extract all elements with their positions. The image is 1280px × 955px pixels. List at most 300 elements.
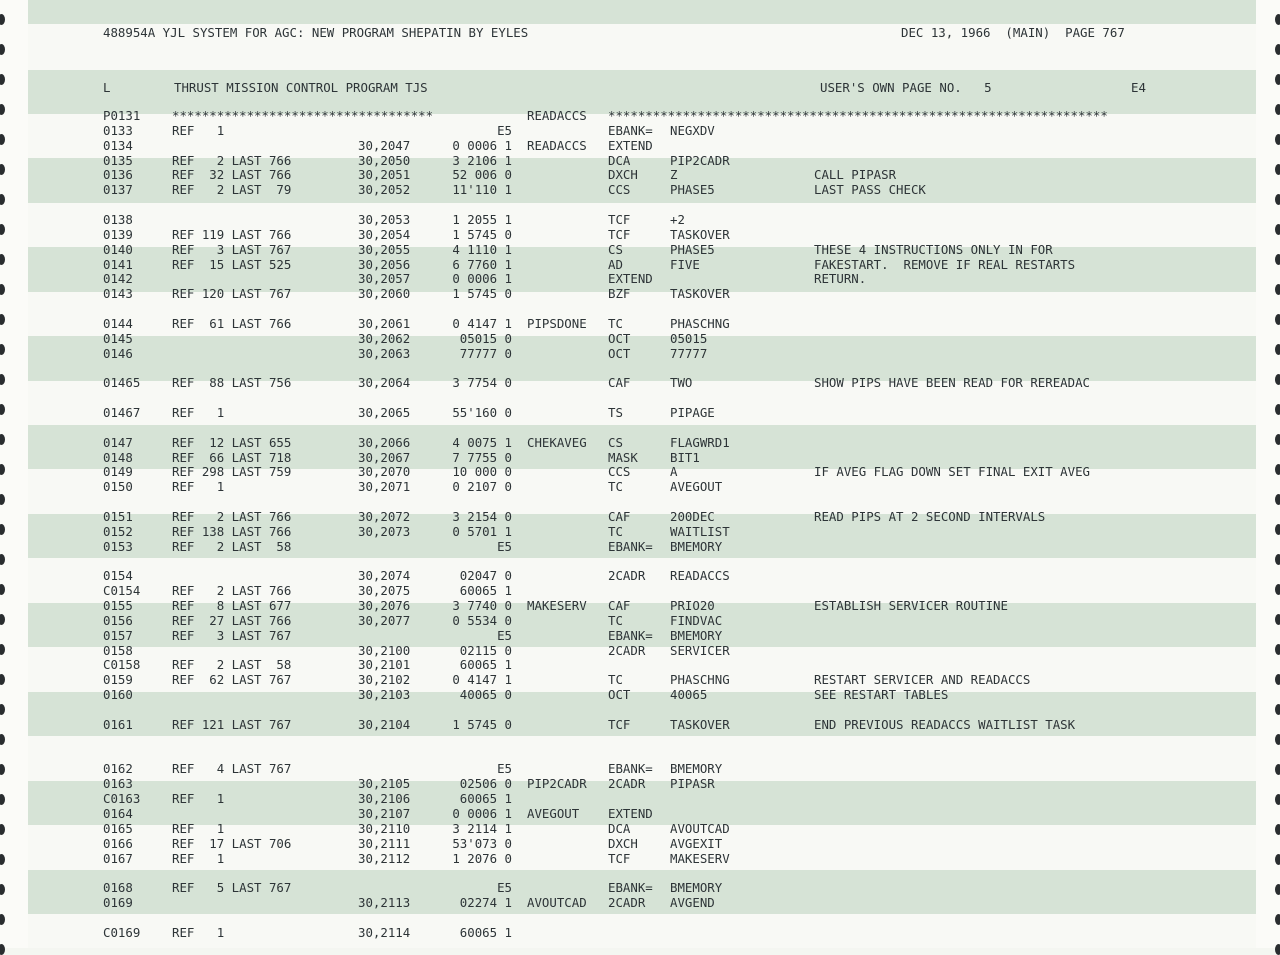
address: 30,2110	[358, 820, 411, 836]
octal-word: 0 2107 0	[452, 479, 512, 495]
opcode: OCT	[608, 345, 631, 361]
opcode: CAF	[608, 598, 631, 614]
octal-word: E5	[497, 122, 512, 138]
listing-line	[0, 479, 1280, 494]
opcode: 2CADR	[608, 776, 646, 792]
address: 30,2070	[358, 464, 411, 480]
address: 30,2053	[358, 211, 411, 227]
address: 30,2073	[358, 523, 411, 539]
reference: REF 2 LAST 766	[172, 508, 292, 524]
address: 30,2050	[358, 152, 411, 168]
listing-title: 488954A YJL SYSTEM FOR AGC: NEW PROGRAM SHEPATIN BY EYLES	[103, 25, 529, 40]
address: 30,2102	[358, 672, 411, 688]
opcode: CAF	[608, 508, 631, 524]
listing-line	[0, 687, 1280, 702]
address: 30,2113	[358, 895, 411, 911]
opcode: TC	[608, 479, 623, 495]
comment: THESE 4 INSTRUCTIONS ONLY IN FOR	[814, 241, 1053, 257]
listing-line	[0, 316, 1280, 331]
listing-line	[0, 806, 1280, 821]
octal-word: 60065 1	[459, 791, 512, 807]
reference: REF 1	[172, 479, 225, 495]
opcode: TS	[608, 405, 623, 420]
listing-line	[0, 643, 1280, 658]
comment: ESTABLISH SERVICER ROUTINE	[814, 598, 1008, 614]
listing-line	[0, 167, 1280, 182]
reference: REF 62 LAST 767	[172, 672, 292, 688]
reference: REF 1	[172, 850, 225, 866]
line-number: 0166	[103, 835, 133, 851]
listing-line	[0, 583, 1280, 598]
listing-line	[0, 524, 1280, 539]
listing-line	[0, 761, 1280, 776]
reference: REF 32 LAST 766	[172, 167, 292, 183]
opcode: EBANK=	[608, 122, 653, 138]
listing-line	[0, 271, 1280, 286]
reference: REF 2 LAST 766	[172, 583, 292, 599]
octal-word: 02115 0	[459, 642, 512, 658]
tractor-hole	[1275, 74, 1280, 85]
line-number: 0148	[103, 449, 133, 465]
address: 30,2100	[358, 642, 411, 658]
listing-line	[0, 138, 1280, 153]
listing-line	[0, 628, 1280, 643]
separator-stars: *******************************************************************	[608, 108, 1108, 123]
address: 30,2101	[358, 657, 411, 673]
operand: A	[670, 464, 678, 480]
address: 30,2103	[358, 687, 411, 703]
octal-word: 0 4147 1	[452, 672, 512, 688]
reference: REF 2 LAST 58	[172, 538, 292, 554]
operand: AVOUTCAD	[670, 820, 730, 836]
listing-line	[0, 390, 1280, 405]
reference: REF 1	[172, 791, 225, 807]
line-number: 0169	[103, 895, 133, 911]
listing-line	[0, 598, 1280, 613]
operand: FIVE	[670, 256, 700, 272]
operand: AVGEND	[670, 895, 715, 911]
listing-line	[0, 568, 1280, 583]
tractor-hole	[1275, 944, 1280, 955]
line-number: 0168	[103, 880, 133, 896]
octal-word: 02274 1	[459, 895, 512, 911]
line-number: 0159	[103, 672, 133, 688]
octal-word: 0 0006 1	[452, 271, 512, 287]
operand: BMEMORY	[670, 761, 723, 777]
reference: REF 12 LAST 655	[172, 434, 292, 450]
tractor-hole	[1275, 44, 1280, 55]
octal-word: 02506 0	[459, 776, 512, 792]
line-number: 01467	[103, 405, 141, 420]
listing-line	[0, 450, 1280, 465]
address: 30,2047	[358, 137, 411, 153]
octal-word: 4 1110 1	[452, 241, 512, 257]
comment: RESTART SERVICER AND READACCS	[814, 672, 1031, 688]
section-name: READACCS	[527, 108, 587, 123]
reference: REF 88 LAST 756	[172, 375, 292, 391]
listing-line	[0, 494, 1280, 509]
octal-word: E5	[497, 761, 512, 777]
line-number: 0152	[103, 523, 133, 539]
operand: PHASCHNG	[670, 672, 730, 688]
listing-line	[0, 197, 1280, 212]
line-number: 0144	[103, 315, 133, 331]
opcode: TC	[608, 315, 623, 331]
listing-line	[0, 880, 1280, 895]
line-number: 0151	[103, 508, 133, 524]
line-number: 0162	[103, 761, 133, 777]
opcode: TC	[608, 612, 623, 628]
address: 30,2065	[358, 405, 411, 420]
opcode: EBANK=	[608, 880, 653, 896]
operand: BMEMORY	[670, 880, 723, 896]
octal-word: 3 2154 0	[452, 508, 512, 524]
address: 30,2107	[358, 805, 411, 821]
listing-line	[0, 108, 1280, 123]
address: 30,2076	[358, 598, 411, 614]
octal-word: 60065 1	[459, 924, 512, 940]
octal-word: 3 7754 0	[452, 375, 512, 391]
octal-word: 0 5534 0	[452, 612, 512, 628]
line-number: 0167	[103, 850, 133, 866]
line-number: C0158	[103, 657, 141, 673]
label: AVEGOUT	[527, 805, 580, 821]
address: 30,2056	[358, 256, 411, 272]
listing-line	[0, 821, 1280, 836]
octal-word: 3 2106 1	[452, 152, 512, 168]
opcode: DCA	[608, 152, 631, 168]
listing-line	[0, 657, 1280, 672]
operand: PIP2CADR	[670, 152, 730, 168]
address: 30,2057	[358, 271, 411, 287]
octal-word: 52 006 0	[452, 167, 512, 183]
opcode: DXCH	[608, 835, 638, 851]
address: 30,2051	[358, 167, 411, 183]
line-number: 0161	[103, 716, 133, 732]
operand: PIPAGE	[670, 405, 715, 420]
operand: PHASE5	[670, 241, 715, 257]
line-number: 0143	[103, 286, 133, 302]
address: 30,2111	[358, 835, 411, 851]
opcode: EBANK=	[608, 538, 653, 554]
listing-line	[0, 301, 1280, 316]
opcode: CS	[608, 241, 623, 257]
listing-line	[0, 286, 1280, 301]
operand: SERVICER	[670, 642, 730, 658]
line-number: 0135	[103, 152, 133, 168]
opcode: AD	[608, 256, 623, 272]
comment: END PREVIOUS READACCS WAITLIST TASK	[814, 716, 1076, 732]
address: 30,2071	[358, 479, 411, 495]
reference: REF 121 LAST 767	[172, 716, 292, 732]
opcode: TCF	[608, 850, 631, 866]
octal-word: 10 000 0	[452, 464, 512, 480]
listing-line	[0, 539, 1280, 554]
address: 30,2106	[358, 791, 411, 807]
separator-stars: ***********************************	[172, 108, 434, 123]
comment: READ PIPS AT 2 SECOND INTERVALS	[814, 508, 1046, 524]
octal-word: E5	[497, 627, 512, 643]
label: CHEKAVEG	[527, 434, 587, 450]
reference: REF 15 LAST 525	[172, 256, 292, 272]
operand: MAKESERV	[670, 850, 730, 866]
line-number: 0149	[103, 464, 133, 480]
opcode: EXTEND	[608, 271, 653, 287]
listing-line	[0, 182, 1280, 197]
listing-line	[0, 257, 1280, 272]
reference: REF 66 LAST 718	[172, 449, 292, 465]
listing-line	[0, 776, 1280, 791]
address: 30,2105	[358, 776, 411, 792]
listing-line	[0, 747, 1280, 762]
opcode: 2CADR	[608, 568, 646, 584]
line-number: C0163	[103, 791, 141, 807]
address: 30,2064	[358, 375, 411, 391]
octal-word: 0 0006 1	[452, 805, 512, 821]
reference: REF 298 LAST 759	[172, 464, 292, 480]
address: 30,2077	[358, 612, 411, 628]
octal-word: 60065 1	[459, 657, 512, 673]
opcode: TC	[608, 672, 623, 688]
listing-line	[0, 346, 1280, 361]
comment: SEE RESTART TABLES	[814, 687, 949, 703]
line-number: 0165	[103, 820, 133, 836]
line-number: 0160	[103, 687, 133, 703]
listing-line	[0, 212, 1280, 227]
reference: REF 1	[172, 122, 225, 138]
operand: FLAGWRD1	[670, 434, 730, 450]
listing-line	[0, 672, 1280, 687]
opcode: 2CADR	[608, 642, 646, 658]
reference: REF 2 LAST 766	[172, 152, 292, 168]
address: 30,2062	[358, 330, 411, 346]
line-number: 0137	[103, 182, 133, 198]
opcode: BZF	[608, 286, 631, 302]
address: 30,2060	[358, 286, 411, 302]
octal-word: 1 5745 0	[452, 286, 512, 302]
listing-line	[0, 331, 1280, 346]
line-number: 0134	[103, 137, 133, 153]
line-number: C0169	[103, 924, 141, 940]
listing-line	[0, 242, 1280, 257]
line-number: 0142	[103, 271, 133, 287]
opcode: TCF	[608, 716, 631, 732]
tractor-hole	[1275, 14, 1280, 25]
reference: REF 61 LAST 766	[172, 315, 292, 331]
line-number: 0140	[103, 241, 133, 257]
listing-line	[0, 851, 1280, 866]
opcode: CCS	[608, 464, 631, 480]
tractor-hole	[0, 944, 5, 955]
octal-word: 4 0075 1	[452, 434, 512, 450]
reference: REF 3 LAST 767	[172, 627, 292, 643]
opcode: EBANK=	[608, 627, 653, 643]
reference: REF 1	[172, 820, 225, 836]
reference: REF 4 LAST 767	[172, 761, 292, 777]
greenbar-band	[28, 0, 1256, 24]
octal-word: 40065 0	[459, 687, 512, 703]
octal-word: E5	[497, 880, 512, 896]
listing-line	[0, 717, 1280, 732]
listing-line	[0, 865, 1280, 880]
listing-line	[0, 791, 1280, 806]
octal-word: 0 5701 1	[452, 523, 512, 539]
octal-word: 77777 0	[459, 345, 512, 361]
operand: 77777	[670, 345, 708, 361]
opcode: EXTEND	[608, 805, 653, 821]
label: PIP2CADR	[527, 776, 587, 792]
operand: FINDVAC	[670, 612, 723, 628]
listing-line	[0, 375, 1280, 390]
octal-word: 60065 1	[459, 583, 512, 599]
line-number: 0164	[103, 805, 133, 821]
opcode: TCF	[608, 211, 631, 227]
reference: REF 17 LAST 706	[172, 835, 292, 851]
operand: BIT1	[670, 449, 700, 465]
listing-line	[0, 613, 1280, 628]
operand: WAITLIST	[670, 523, 730, 539]
listing-line	[0, 435, 1280, 450]
listing-date-page: DEC 13, 1966 (MAIN) PAGE 767	[901, 25, 1125, 40]
line-number: C0154	[103, 583, 141, 599]
reference: REF 119 LAST 766	[172, 226, 292, 242]
comment: RETURN.	[814, 271, 867, 287]
operand: PRIO20	[670, 598, 715, 614]
octal-word: 6 7760 1	[452, 256, 512, 272]
octal-word: 53'073 0	[452, 835, 512, 851]
operand: TASKOVER	[670, 226, 730, 242]
reference: REF 8 LAST 677	[172, 598, 292, 614]
line-number: 0158	[103, 642, 133, 658]
line-number: P0131	[103, 108, 141, 123]
opcode: CS	[608, 434, 623, 450]
operand: 05015	[670, 330, 708, 346]
reference: REF 1	[172, 405, 225, 420]
comment: CALL PIPASR	[814, 167, 897, 183]
listing-line	[0, 910, 1280, 925]
operand: PIPASR	[670, 776, 715, 792]
opcode: DCA	[608, 820, 631, 836]
address: 30,2054	[358, 226, 411, 242]
octal-word: 1 5745 0	[452, 226, 512, 242]
listing-line	[0, 509, 1280, 524]
comment: IF AVEG FLAG DOWN SET FINAL EXIT AVEG	[814, 464, 1091, 480]
operand: NEGXDV	[670, 122, 715, 138]
operand: TASKOVER	[670, 286, 730, 302]
operand: 40065	[670, 687, 708, 703]
octal-word: E5	[497, 538, 512, 554]
line-number: 0153	[103, 538, 133, 554]
listing-line	[0, 360, 1280, 375]
opcode: EXTEND	[608, 137, 653, 153]
listing-line	[0, 464, 1280, 479]
user-page-number: USER'S OWN PAGE NO. 5	[820, 80, 992, 95]
address: 30,2067	[358, 449, 411, 465]
operand: PHASE5	[670, 182, 715, 198]
line-number: 0136	[103, 167, 133, 183]
line-number: 0138	[103, 211, 133, 227]
program-title: THRUST MISSION CONTROL PROGRAM TJS	[174, 80, 428, 95]
octal-word: 05015 0	[459, 330, 512, 346]
operand: Z	[670, 167, 678, 183]
octal-word: 1 2055 1	[452, 211, 512, 227]
operand: TWO	[670, 375, 693, 391]
address: 30,2104	[358, 716, 411, 732]
operand: AVGEXIT	[670, 835, 723, 851]
address: 30,2061	[358, 315, 411, 331]
opcode: OCT	[608, 687, 631, 703]
opcode: CCS	[608, 182, 631, 198]
reference: REF 120 LAST 767	[172, 286, 292, 302]
listing-line	[0, 836, 1280, 851]
line-number: 0145	[103, 330, 133, 346]
listing-line	[0, 732, 1280, 747]
listing-line	[0, 925, 1280, 940]
line-number: 0139	[103, 226, 133, 242]
octal-word: 55'160 0	[452, 405, 512, 420]
opcode: EBANK=	[608, 761, 653, 777]
address: 30,2055	[358, 241, 411, 257]
listing-line	[0, 405, 1280, 420]
address: 30,2063	[358, 345, 411, 361]
line-number: 0146	[103, 345, 133, 361]
octal-word: 1 2076 0	[452, 850, 512, 866]
operand: BMEMORY	[670, 538, 723, 554]
operand: READACCS	[670, 568, 730, 584]
comment: SHOW PIPS HAVE BEEN READ FOR REREADAC	[814, 375, 1091, 391]
line-number: 0154	[103, 568, 133, 584]
address: 30,2072	[358, 508, 411, 524]
listing-line	[0, 227, 1280, 242]
label: PIPSDONE	[527, 315, 587, 331]
reference: REF 138 LAST 766	[172, 523, 292, 539]
opcode: MASK	[608, 449, 638, 465]
address: 30,2114	[358, 924, 411, 940]
subheader-column-l: L	[103, 80, 111, 95]
reference: REF 5 LAST 767	[172, 880, 292, 896]
line-number: 0133	[103, 122, 133, 138]
operand: AVEGOUT	[670, 479, 723, 495]
listing-line	[0, 153, 1280, 168]
operand: 200DEC	[670, 508, 715, 524]
operand: PHASCHNG	[670, 315, 730, 331]
comment: FAKESTART. REMOVE IF REAL RESTARTS	[814, 256, 1076, 272]
label: AVOUTCAD	[527, 895, 587, 911]
operand: BMEMORY	[670, 627, 723, 643]
operand: TASKOVER	[670, 716, 730, 732]
operand: +2	[670, 211, 685, 227]
line-number: 0156	[103, 612, 133, 628]
listing-line	[0, 420, 1280, 435]
comment: LAST PASS CHECK	[814, 182, 926, 198]
octal-word: 3 2114 1	[452, 820, 512, 836]
line-number: 0157	[103, 627, 133, 643]
opcode: TC	[608, 523, 623, 539]
reference: REF 2 LAST 58	[172, 657, 292, 673]
line-number: 0150	[103, 479, 133, 495]
reference: REF 27 LAST 766	[172, 612, 292, 628]
octal-word: 11'110 1	[452, 182, 512, 198]
octal-word: 0 0006 1	[452, 137, 512, 153]
listing-line	[0, 123, 1280, 138]
listing-line	[0, 554, 1280, 569]
opcode: OCT	[608, 330, 631, 346]
page-code: E4	[1131, 80, 1146, 95]
octal-word: 7 7755 0	[452, 449, 512, 465]
opcode: 2CADR	[608, 895, 646, 911]
octal-word: 3 7740 0	[452, 598, 512, 614]
line-number: 0155	[103, 598, 133, 614]
